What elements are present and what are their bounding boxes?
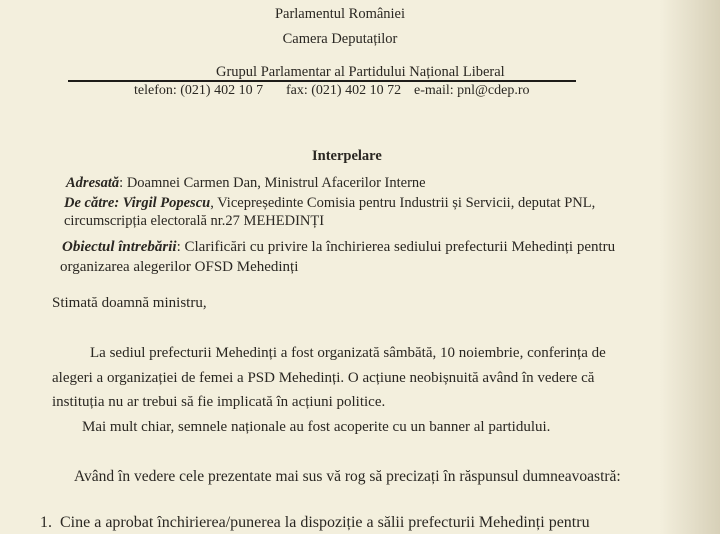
paragraph-1-line-3: instituția nu ar trebui să fie implicată în acțiuni politice. — [52, 394, 386, 410]
subject-label: Obiectul întrebării — [62, 239, 177, 255]
document-title: Interpelare — [312, 148, 382, 164]
chamber-name: Camera Deputaților — [282, 31, 398, 47]
paragraph-1-line-2: alegeri a organizației de femei a PSD Mehedinți. O acțiune neobișnuită având în vedere că — [52, 370, 595, 386]
party-group-name: Grupul Parlamentar al Partidului Național Liberal — [216, 64, 505, 80]
question-1-number: 1. — [40, 514, 52, 531]
addressee-label: Adresată — [66, 175, 120, 191]
addressee-value: Doamnei Carmen Dan, Ministrul Afacerilor Interne — [126, 175, 426, 191]
question-1 — [40, 514, 590, 532]
subject-line-1 — [62, 238, 615, 256]
paragraph-1-line-1: La sediul prefecturii Mehedinți a fost organizată sâmbătă, 10 noiembrie, conferința de — [90, 345, 606, 361]
sender-value-1: , Vicepreședinte Comisia pentru Industrii și Servicii, deputat PNL, — [210, 195, 596, 211]
paragraph-3: Având în vedere cele prezentate mai sus vă rog să precizați în răspunsul dumneavoastră: — [74, 468, 621, 485]
question-1-text: Cine a aprobat închirierea/punerea la dispoziție a sălii prefecturii Mehedinți pentru — [60, 514, 590, 531]
fax-number: fax: (021) 402 10 72 — [286, 83, 402, 98]
addressee-line — [66, 174, 426, 192]
subject-text-1: : Clarificări cu privire la închirierea sediului prefecturii Mehedinți pentru — [176, 239, 616, 255]
subject-line-2: organizarea alegerilor OFSD Mehedinți — [60, 259, 299, 275]
sender-line-1 — [64, 194, 595, 212]
addressee-separator: : — [119, 175, 124, 191]
email-address: e-mail: pnl@cdep.ro — [414, 83, 530, 98]
sender-label: De către: Virgil Popescu — [64, 195, 211, 211]
phone-number: telefon: (021) 402 10 7 — [134, 83, 264, 98]
paragraph-2: Mai mult chiar, semnele naționale au fost acoperite cu un banner al partidului. — [82, 419, 551, 435]
parliament-name: Parlamentul României — [274, 6, 406, 22]
sender-line-2: circumscripția electorală nr.27 MEHEDINȚI — [64, 213, 325, 229]
page-shadow — [660, 0, 720, 534]
greeting: Stimată doamnă ministru, — [52, 295, 207, 311]
